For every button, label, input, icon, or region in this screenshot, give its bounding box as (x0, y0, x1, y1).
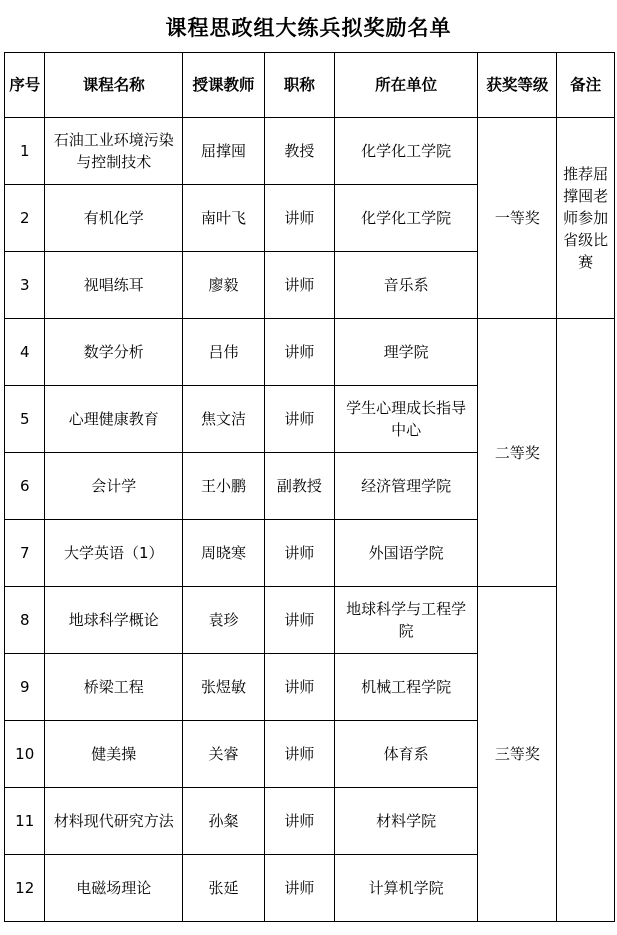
cell-course: 会计学 (45, 453, 183, 520)
cell-level-first: 一等奖 (478, 118, 557, 319)
cell-teacher: 张延 (183, 855, 265, 922)
cell-rank: 副教授 (264, 453, 334, 520)
cell-level-third: 三等奖 (478, 587, 557, 922)
cell-rank: 讲师 (264, 788, 334, 855)
cell-course: 有机化学 (45, 185, 183, 252)
table-row (5, 118, 615, 185)
cell-no: 12 (5, 855, 45, 922)
page-title: 课程思政组大练兵拟奖励名单 (165, 16, 452, 40)
cell-course: 健美操 (45, 721, 183, 788)
cell-no: 9 (5, 654, 45, 721)
cell-teacher: 王小鹏 (183, 453, 265, 520)
cell-course: 心理健康教育 (45, 386, 183, 453)
cell-course: 电磁场理论 (45, 855, 183, 922)
header-no: 序号 (5, 53, 45, 118)
header-teacher: 授课教师 (183, 53, 265, 118)
cell-no: 6 (5, 453, 45, 520)
cell-note-empty (557, 319, 615, 922)
cell-no: 1 (5, 118, 45, 185)
cell-unit: 机械工程学院 (334, 654, 478, 721)
cell-unit: 计算机学院 (334, 855, 478, 922)
cell-teacher: 屈撑囤 (183, 118, 265, 185)
header-level: 获奖等级 (478, 53, 557, 118)
cell-rank: 教授 (264, 118, 334, 185)
header-course: 课程名称 (45, 53, 183, 118)
table-header-row (5, 53, 615, 118)
cell-unit: 理学院 (334, 319, 478, 386)
cell-note-first: 推荐屈撑囤老师参加省级比赛 (557, 118, 615, 319)
cell-rank: 讲师 (264, 185, 334, 252)
cell-teacher: 孙粲 (183, 788, 265, 855)
cell-rank: 讲师 (264, 654, 334, 721)
cell-unit: 化学化工学院 (334, 185, 478, 252)
header-unit: 所在单位 (334, 53, 478, 118)
cell-unit: 地球科学与工程学院 (334, 587, 478, 654)
cell-teacher: 袁珍 (183, 587, 265, 654)
cell-rank: 讲师 (264, 520, 334, 587)
cell-teacher: 廖毅 (183, 252, 265, 319)
award-table (4, 52, 615, 922)
cell-rank: 讲师 (264, 386, 334, 453)
cell-unit: 材料学院 (334, 788, 478, 855)
cell-rank: 讲师 (264, 587, 334, 654)
cell-rank: 讲师 (264, 252, 334, 319)
table-row (5, 319, 615, 386)
cell-teacher: 周晓寒 (183, 520, 265, 587)
cell-no: 4 (5, 319, 45, 386)
cell-unit: 体育系 (334, 721, 478, 788)
cell-rank: 讲师 (264, 855, 334, 922)
cell-teacher: 吕伟 (183, 319, 265, 386)
cell-course: 石油工业环境污染与控制技术 (45, 118, 183, 185)
cell-teacher: 南叶飞 (183, 185, 265, 252)
cell-no: 8 (5, 587, 45, 654)
cell-course: 桥梁工程 (45, 654, 183, 721)
cell-course: 地球科学概论 (45, 587, 183, 654)
cell-unit: 学生心理成长指导中心 (334, 386, 478, 453)
cell-teacher: 张煜敏 (183, 654, 265, 721)
cell-course: 数学分析 (45, 319, 183, 386)
header-note: 备注 (557, 53, 615, 118)
cell-level-second: 二等奖 (478, 319, 557, 587)
cell-course: 视唱练耳 (45, 252, 183, 319)
cell-no: 11 (5, 788, 45, 855)
cell-teacher: 焦文洁 (183, 386, 265, 453)
cell-rank: 讲师 (264, 319, 334, 386)
cell-unit: 经济管理学院 (334, 453, 478, 520)
cell-unit: 音乐系 (334, 252, 478, 319)
cell-teacher: 关睿 (183, 721, 265, 788)
header-rank: 职称 (264, 53, 334, 118)
cell-course: 大学英语（1） (45, 520, 183, 587)
cell-no: 2 (5, 185, 45, 252)
table-row (5, 587, 615, 654)
cell-no: 7 (5, 520, 45, 587)
cell-unit: 化学化工学院 (334, 118, 478, 185)
cell-no: 3 (5, 252, 45, 319)
cell-rank: 讲师 (264, 721, 334, 788)
cell-course: 材料现代研究方法 (45, 788, 183, 855)
cell-unit: 外国语学院 (334, 520, 478, 587)
cell-no: 5 (5, 386, 45, 453)
cell-no: 10 (5, 721, 45, 788)
